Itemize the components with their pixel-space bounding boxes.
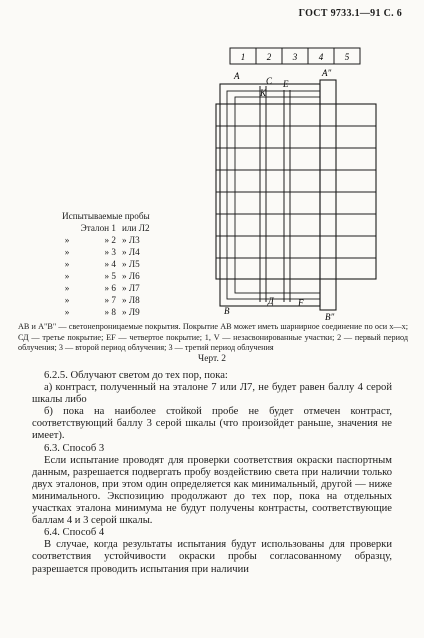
label-c: С (266, 76, 273, 86)
legend-cell: » Л6 (122, 271, 140, 281)
grey-scale-strip (230, 48, 360, 64)
legend-cell: » (64, 271, 70, 281)
label-b: В (224, 306, 230, 316)
label-a2: А" (322, 68, 332, 78)
legend-cell: » (64, 259, 70, 269)
legend-row (62, 294, 158, 306)
paragraph: Если испытание проводят для проверки соответствия окраски паспортным данным, разрешается подвергать пробу воздействию света при наличии только двух эталонов, при этом один определяется как минимальный, другой — ниже минимального. Экспозицию продолжают до тех пор, пока на отдельных участках эталона минимума не будут получены контрасты, соответствующие баллам 4 и 3 серой шкалы. (32, 454, 392, 527)
legend-row (62, 234, 158, 246)
legend-cell: » Л3 (122, 235, 140, 245)
legend-row (62, 270, 158, 282)
legend-cell: » 7 (104, 295, 116, 305)
legend-row (62, 282, 158, 294)
label-b2: В" (325, 312, 335, 322)
samples-legend (62, 210, 158, 318)
scale-cell-2: 2 (266, 52, 272, 62)
legend-row (62, 306, 158, 318)
legend-cell: » 4 (104, 259, 116, 269)
paragraph: 6.3. Способ 3 (44, 442, 105, 454)
scale-cell-4: 4 (318, 52, 324, 62)
label-e: Е (283, 79, 289, 89)
figure-caption: АВ и А"В" — светонепроницаемые покрытия. Покрытие АВ может иметь шарнирное соединение по оси х—х; СД — третье покрытие; EF — четвертое покрытие; 1, V — незасвонированные участки; 2 — первый период облучения; 3 — второй период облучения; 3 — третий период облучения (18, 322, 408, 352)
legend-cell: » 5 (104, 271, 116, 281)
paragraph: а) контраст, полученный на эталоне 7 или Л7, не будет равен баллу 4 серой шкалы либо (32, 382, 392, 406)
scale-cell-1: 1 (240, 52, 246, 62)
legend-title: Испытываемые пробы (62, 211, 150, 221)
paragraph: В случае, когда результаты испытания будут использованы для проверки соответствия устойчивости окраски пробы согласованному образцу, разрешается проводить испытания при наличии (32, 539, 392, 575)
legend-cell: » Л4 (122, 247, 140, 257)
legend-cell: » 3 (104, 247, 116, 257)
legend-cell: » (64, 307, 70, 317)
paragraph: 6.2.5. Облучают светом до тех пор, пока: (44, 370, 228, 381)
legend-cell (62, 222, 72, 234)
legend-cell: » 2 (104, 235, 116, 245)
legend-cell: » Л9 (122, 307, 140, 317)
figure-title: Черт. 2 (198, 354, 226, 364)
legend-cell: » 8 (104, 307, 116, 317)
label-a: А (234, 71, 240, 81)
label-d: Д (268, 296, 274, 306)
legend-cell: » Л7 (122, 283, 140, 293)
legend-cell: Эталон 1 (80, 223, 116, 233)
legend-cell: » (64, 283, 70, 293)
label-k: К (260, 88, 266, 98)
legend-cell: » (64, 247, 70, 257)
legend-row (62, 258, 158, 270)
sample-strips (216, 104, 376, 279)
legend-cell: » (64, 235, 70, 245)
cover-a2b2 (320, 80, 336, 310)
legend-row (62, 222, 158, 234)
legend-cell: » (64, 295, 70, 305)
strip-frame (216, 104, 376, 279)
legend-cell: или Л2 (122, 223, 150, 233)
paragraph: б) пока на наиболее стойкой пробе не будет отмечен контраст, соответствующий баллу 3 серой шкалы (что произойдет раньше, значения не имеет). (32, 406, 392, 442)
body-text (32, 370, 392, 576)
scale-cell-3: 3 (292, 52, 298, 62)
scale-cell-5: 5 (344, 52, 350, 62)
label-f: F (298, 298, 304, 308)
paragraph: 6.4. Способ 4 (44, 527, 105, 539)
exposure-diagram (180, 44, 380, 324)
page-header: ГОСТ 9733.1—91 С. 6 (298, 8, 402, 19)
legend-cell: » Л8 (122, 295, 140, 305)
legend-cell: » Л5 (122, 259, 140, 269)
legend-cell: » 6 (104, 283, 116, 293)
legend-row (62, 246, 158, 258)
